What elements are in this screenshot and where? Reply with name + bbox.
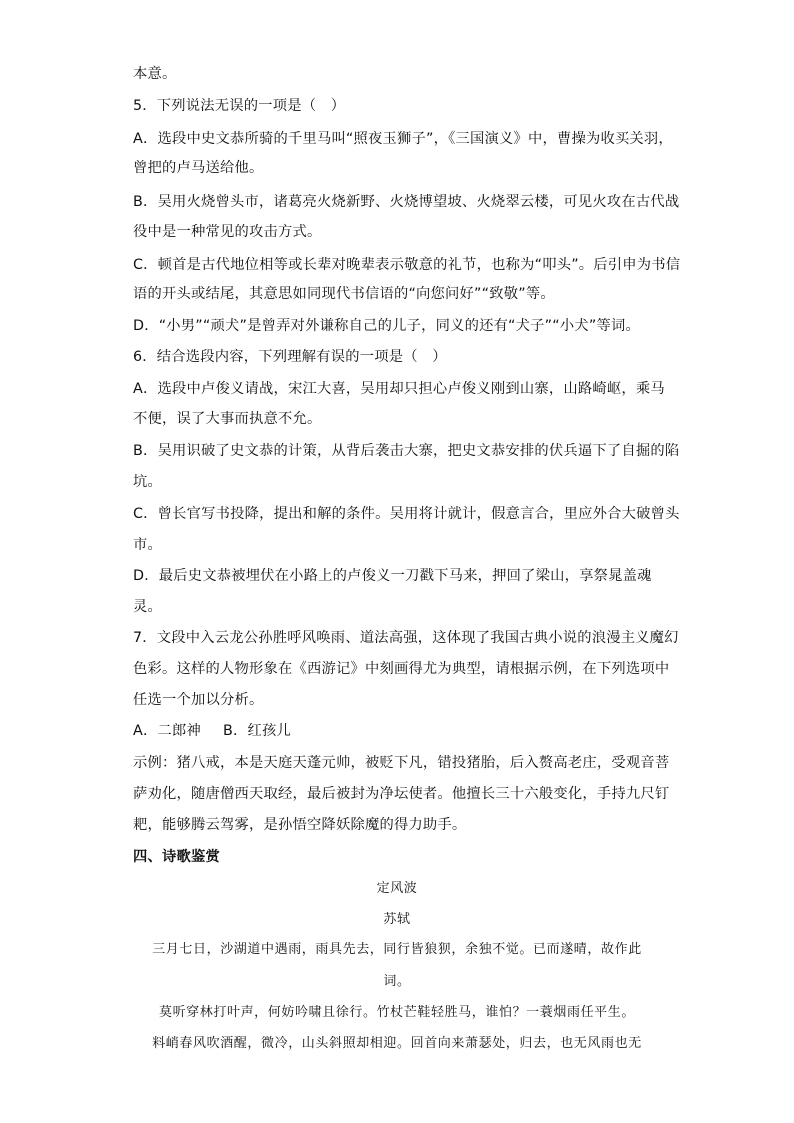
example-line: 萨劝化，随唐僧西天取经，最后被封为净坛使者。他擅长三十六般变化，手持九尺钉 (133, 786, 670, 802)
text-line: 坑。 (133, 474, 162, 490)
text-line: 曾把的卢马送给他。 (133, 160, 264, 176)
poem-preface: 词。 (383, 974, 411, 989)
section-heading: 四、诗歌鉴赏 (133, 849, 220, 865)
text-line: B．吴用识破了史文恭的计策，从背后袭击大寨，把史文恭安排的伏兵逼下了自掘的陷 (133, 443, 680, 459)
text-line: 语的开头或结尾，其意思如同现代书信语的“向您问好”“致敬”等。 (133, 286, 555, 302)
example-line: 耙，能够腾云驾雾，是孙悟空降妖除魔的得力助手。 (133, 817, 467, 833)
text-line: A．选段中史文恭所骑的千里马叫“照夜玉狮子”，《三国演义》中，曹操为收买关羽， (133, 131, 673, 147)
question-7-options (133, 721, 291, 741)
poem-title: 定风波 (376, 881, 418, 896)
text-line: D．最后史文恭被埋伏在小路上的卢俊义一刀戳下马来，押回了梁山，享祭晁盖魂 (133, 568, 652, 584)
option-b: B．红孩儿 (222, 723, 291, 739)
example-line: 示例：猪八戒，本是天庭天蓬元帅，被贬下凡，错投猪胎，后入赘高老庄，受观音菩 (133, 755, 670, 771)
poem-author: 苏轼 (383, 912, 411, 927)
question-5-stem: 5．下列说法无误的一项是（ ） (133, 98, 346, 114)
text-line: 役中是一种常见的攻击方式。 (133, 224, 322, 240)
question-6-stem: 6．结合选段内容，下列理解有误的一项是（ ） (133, 349, 447, 365)
text-line: 不便，误了大事而执意不允。 (133, 411, 322, 427)
poem-preface: 三月七日，沙湖道中遇雨，雨具先去，同行皆狼狈，余独不觉。已而遂晴，故作此 (152, 942, 642, 957)
text-line: B．吴用火烧曾头市，诸葛亮火烧新野、火烧博望坡、火烧翠云楼，可见火攻在古代战 (133, 194, 680, 210)
text-line: C．曾长官写书投降，提出和解的条件。吴用将计就计，假意言合，里应外合大破曾头 (133, 506, 680, 522)
question-7-stem: 7．文段中入云龙公孙胜呼风唤雨、道法高强，这体现了我国古典小说的浪漫主义魔幻 (133, 630, 679, 646)
text-line: 任选一个加以分析。 (133, 692, 264, 708)
poem-line: 莫听穿林打叶声，何妨吟啸且徐行。竹杖芒鞋轻胜马，谁怕？一蓑烟雨任平生。 (158, 1005, 635, 1020)
text-line: 灵。 (133, 599, 162, 615)
text-line: 色彩。这样的人物形象在《西游记》中刻画得尤为典型，请根据示例，在下列选项中 (133, 661, 670, 677)
text-line: D．“小男”“顽犬”是曾弄对外谦称自己的儿子，同义的还有“犬子”“小犬”等词。 (133, 318, 640, 334)
text-line: 本意。 (133, 66, 177, 82)
option-a: A．二郎神 (133, 723, 201, 739)
text-line: C．顿首是古代地位相等或长辈对晚辈表示敬意的礼节，也称为“叩头”。后引申为书信 (133, 257, 681, 273)
poem-line: 料峭春风吹酒醒，微冷，山头斜照却相迎。回首向来萧瑟处，归去，也无风雨也无 (152, 1036, 642, 1051)
text-line: A．选段中卢俊义请战，宋江大喜，吴用却只担心卢俊义刚到山寨，山路崎岖，乘马 (133, 381, 665, 397)
text-line: 市。 (133, 537, 162, 553)
